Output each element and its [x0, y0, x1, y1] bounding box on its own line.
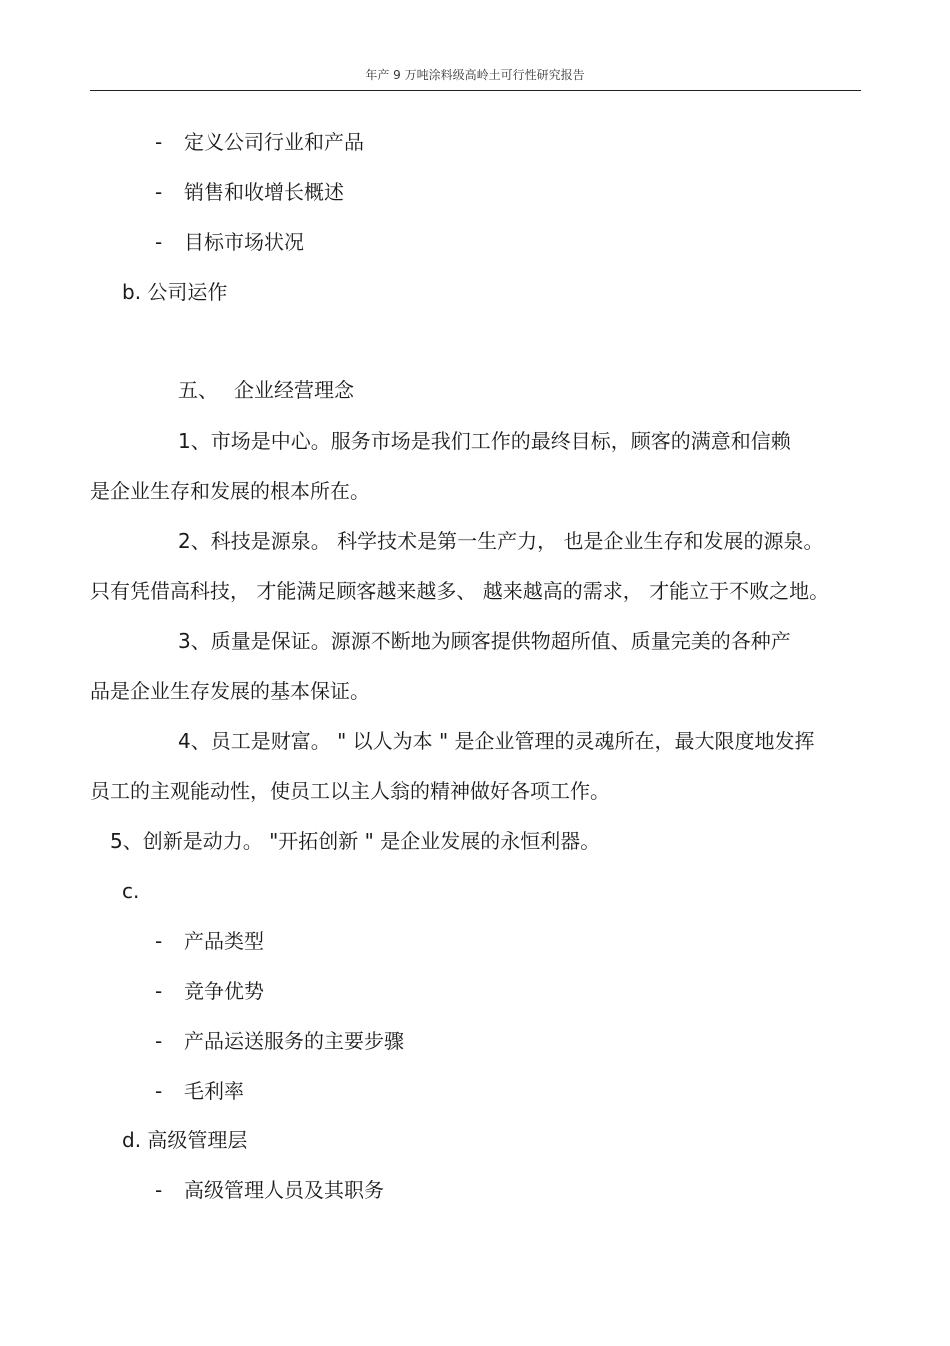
bullet-dash: -: [155, 929, 163, 953]
paragraph-line: 4、员工是财富。 " 以人为本 " 是企业管理的灵魂所在，最大限度地发挥: [178, 729, 815, 753]
bullet-dash: -: [155, 1178, 163, 1202]
list-item: [155, 229, 304, 255]
section-heading-c: c.: [122, 879, 140, 903]
list-item: [155, 179, 344, 205]
list-item: [155, 129, 364, 155]
list-item: [155, 1177, 384, 1203]
section-label: d.: [122, 1128, 142, 1152]
paragraph-line: 2、科技是源泉。 科学技术是第一生产力， 也是企业生存和发展的源泉。: [178, 529, 824, 553]
list-item-text: 产品类型: [184, 929, 264, 953]
list-item-text: 毛利率: [184, 1079, 244, 1103]
bullet-dash: -: [155, 1079, 163, 1103]
list-item-text: 高级管理人员及其职务: [184, 1178, 384, 1202]
paragraph-line: 是企业生存和发展的根本所在。: [90, 479, 370, 503]
section-heading-b: [122, 279, 227, 305]
list-item-text: 竞争优势: [184, 979, 264, 1003]
paragraph-line: 只有凭借高科技， 才能满足顾客越来越多、 越来越高的需求， 才能立于不败之地。: [90, 579, 830, 603]
section-title: 高级管理层: [147, 1128, 248, 1152]
paragraph-line: 5、创新是动力。 "开拓创新 " 是企业发展的永恒利器。: [110, 829, 601, 853]
bullet-dash: -: [155, 979, 163, 1003]
bullet-dash: -: [155, 1029, 163, 1053]
list-item-text: 产品运送服务的主要步骤: [184, 1029, 404, 1053]
bullet-dash: -: [155, 130, 163, 154]
paragraph-line: 员工的主观能动性，使员工以主人翁的精神做好各项工作。: [90, 779, 610, 803]
paragraph-line: 品是企业生存发展的基本保证。: [90, 679, 370, 703]
section-label: b.: [122, 280, 142, 304]
list-item-text: 定义公司行业和产品: [184, 130, 364, 154]
section-heading-d: [122, 1127, 247, 1153]
section-title: 公司运作: [147, 280, 228, 304]
list-item: [155, 1078, 244, 1104]
list-item: [155, 928, 264, 954]
list-item-text: 目标市场状况: [184, 230, 304, 254]
bullet-dash: -: [155, 230, 163, 254]
list-item: [155, 1028, 404, 1054]
section-title: 企业经营理念: [234, 378, 354, 402]
list-item-text: 销售和收增长概述: [184, 180, 344, 204]
list-item: [155, 978, 264, 1004]
page-header: 年产 9 万吨涂料级高岭土可行性研究报告: [365, 68, 585, 82]
section-number: 五、: [178, 378, 218, 402]
paragraph-line: 3、质量是保证。源源不断地为顾客提供物超所值、质量完美的各种产: [178, 629, 791, 653]
paragraph-line: 1、市场是中心。服务市场是我们工作的最终目标，顾客的满意和信赖: [178, 429, 791, 453]
section-heading-five: [178, 377, 354, 403]
bullet-dash: -: [155, 180, 163, 204]
header-rule: [90, 90, 861, 91]
